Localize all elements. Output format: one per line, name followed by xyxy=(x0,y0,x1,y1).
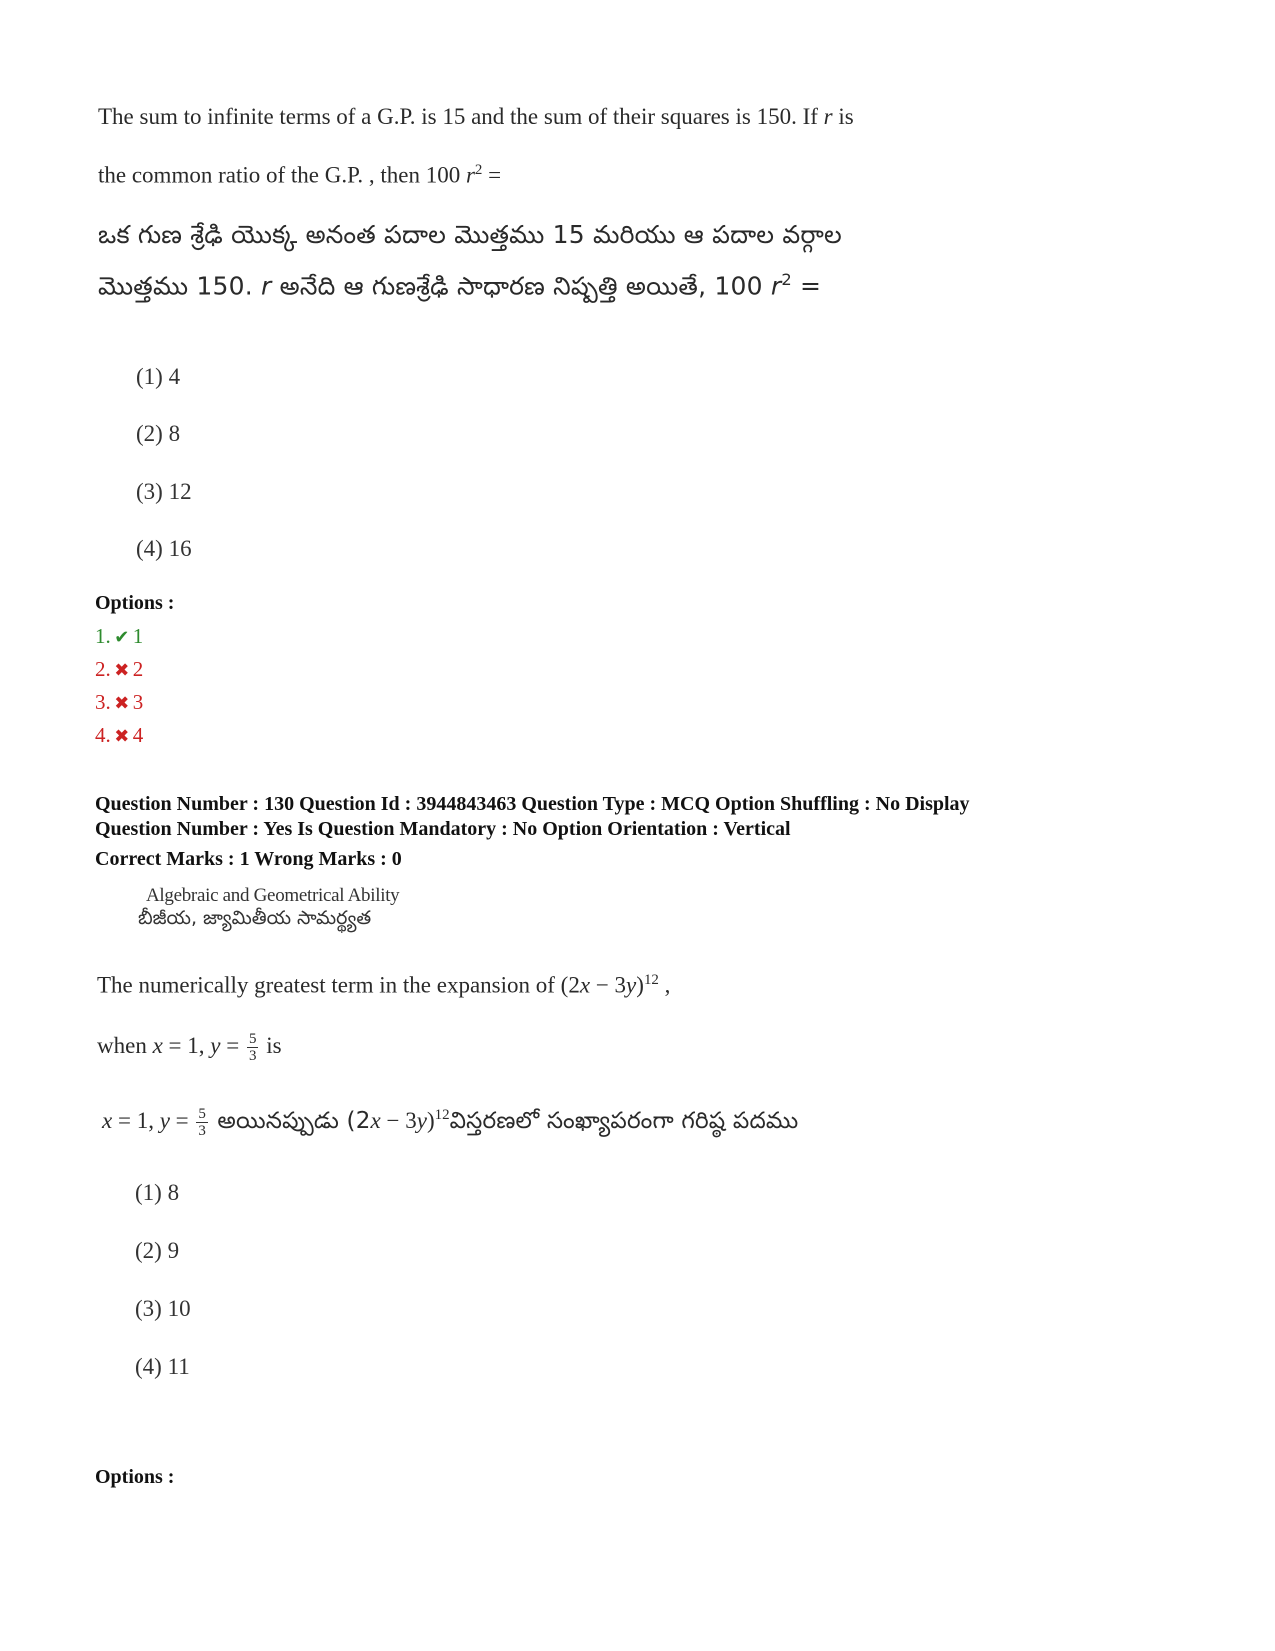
option-3-wrong xyxy=(95,690,143,715)
q130-meta-line-1: Question Number : 130 Question Id : 3944843463 Question Type : MCQ Option Shuffling : No Display xyxy=(95,793,970,815)
variable-x: x xyxy=(102,1107,113,1133)
text-segment: = xyxy=(220,1032,245,1058)
text-segment: − 3 xyxy=(590,972,627,998)
options-heading: Options : xyxy=(95,592,175,614)
variable-r: r xyxy=(261,271,272,301)
text-segment: ఒక గుణ శ్రేఢి యొక్క అనంత పదాల మొత్తము 15 మరియు ఆ పదాల వర్గాల xyxy=(98,220,842,249)
q129-telugu-line-1 xyxy=(98,220,842,256)
q130-telugu-line xyxy=(102,1106,798,1140)
q130-meta-line-3: Correct Marks : 1 Wrong Marks : 0 xyxy=(95,848,402,870)
text-segment: ) xyxy=(426,1107,435,1133)
variable-x: x xyxy=(152,1032,163,1058)
option-1-correct xyxy=(95,624,143,649)
q129-choice-2: (2) 8 xyxy=(136,421,181,446)
option-number: 3. xyxy=(95,690,111,714)
variable-y: y xyxy=(159,1107,170,1133)
exponent: 12 xyxy=(434,1107,450,1124)
q129-english-line-1 xyxy=(98,104,854,130)
text-segment: − 3 xyxy=(380,1107,417,1133)
text-segment: = 1, xyxy=(162,1032,211,1058)
exponent: 12 xyxy=(643,972,659,988)
option-value: 1 xyxy=(132,624,144,648)
q130-choice-1: (1) 8 xyxy=(135,1180,180,1205)
fraction-five-thirds xyxy=(247,1031,259,1064)
fraction-five-thirds xyxy=(196,1106,208,1139)
text-segment: The numerically greatest term in the expansion of (2 xyxy=(97,972,580,998)
text-segment: The sum to infinite terms of a G.P. is 15 and the sum of their squares is 150. If xyxy=(98,104,824,129)
text-segment: విస్తరణలో సంఖ్యాపరంగా గరిష్ఠ పదము xyxy=(449,1107,799,1134)
variable-y: y xyxy=(626,972,637,998)
option-number: 4. xyxy=(95,723,111,747)
variable-x: x xyxy=(579,972,591,998)
option-number: 1. xyxy=(95,624,111,648)
variable-y: y xyxy=(210,1032,221,1058)
cross-icon: ✖ xyxy=(114,726,130,746)
variable-x: x xyxy=(370,1107,381,1133)
text-segment: = 1, xyxy=(112,1107,160,1133)
check-icon: ✔ xyxy=(114,627,130,647)
cross-icon: ✖ xyxy=(114,660,130,680)
q129-choice-4: (4) 16 xyxy=(136,536,192,561)
section-label-telugu: బీజీయ, జ్యామితీయ సామర్థ్యత xyxy=(138,907,372,929)
text-segment: is xyxy=(260,1032,282,1058)
text-segment: = xyxy=(791,271,822,301)
q129-english-line-2 xyxy=(98,162,501,189)
text-segment: మొత్తము 150. xyxy=(98,271,262,301)
text-segment: , xyxy=(658,972,671,998)
exponent: 2 xyxy=(474,162,483,178)
q130-english-line-1 xyxy=(97,972,670,999)
variable-r: r xyxy=(770,271,782,301)
q129-choice-3: (3) 12 xyxy=(136,479,192,504)
text-segment: అయినప్పుడు (2 xyxy=(209,1107,371,1134)
fraction-denominator: 3 xyxy=(248,1048,257,1064)
q130-choice-3: (3) 10 xyxy=(135,1296,191,1321)
cross-icon: ✖ xyxy=(114,693,130,713)
q129-choice-1: (1) 4 xyxy=(136,364,181,389)
text-segment: అనేది ఆ గుణశ్రేఢి సాధారణ నిష్పత్తి అయితే, 100 xyxy=(271,271,771,301)
option-4-wrong xyxy=(95,723,143,748)
q129-telugu-line-2 xyxy=(98,270,821,307)
section-label-english: Algebraic and Geometrical Ability xyxy=(146,885,400,906)
text-segment: is xyxy=(832,104,854,129)
text-segment: = xyxy=(169,1107,195,1133)
exponent: 2 xyxy=(781,270,792,289)
options-heading: Options : xyxy=(95,1466,175,1488)
fraction-numerator: 5 xyxy=(248,1031,257,1047)
fraction-numerator: 5 xyxy=(198,1106,206,1122)
variable-y: y xyxy=(416,1107,427,1133)
option-value: 3 xyxy=(132,690,144,714)
text-segment: when xyxy=(97,1032,153,1058)
q130-choice-4: (4) 11 xyxy=(135,1354,190,1379)
variable-r: r xyxy=(465,162,475,188)
variable-r: r xyxy=(823,104,833,129)
text-segment: = xyxy=(482,162,502,188)
q130-meta-line-2: Question Number : Yes Is Question Mandatory : No Option Orientation : Vertical xyxy=(95,818,791,840)
text-segment: the common ratio of the G.P. , then 100 xyxy=(98,162,466,188)
text-segment: ) xyxy=(636,972,644,998)
option-number: 2. xyxy=(95,657,111,681)
fraction-denominator: 3 xyxy=(198,1123,206,1139)
q130-english-line-2 xyxy=(97,1031,282,1064)
option-value: 2 xyxy=(132,657,144,681)
option-2-wrong xyxy=(95,657,143,682)
option-value: 4 xyxy=(132,723,144,747)
q130-choice-2: (2) 9 xyxy=(135,1238,180,1263)
